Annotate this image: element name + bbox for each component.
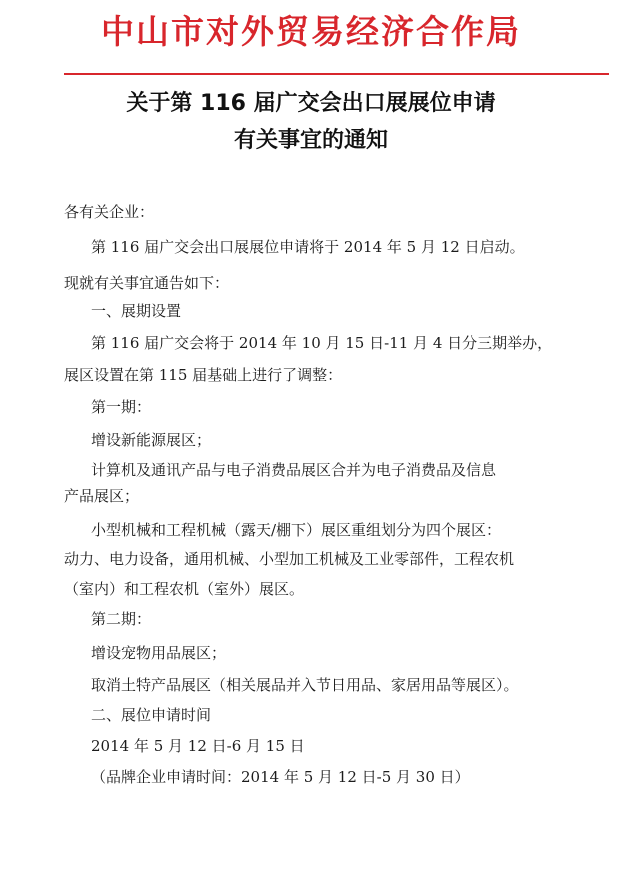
section-1-paragraph-line-2: 展区设置在第 115 届基础上进行了调整： — [64, 366, 343, 384]
intro-paragraph: 第 116 届广交会出口展展位申请将于 2014 年 5 月 12 日启动。 — [91, 238, 525, 256]
phase-2-label: 第二期： — [91, 610, 152, 628]
phase-1-label: 第一期： — [91, 398, 152, 416]
phase-1-item-3-line-1: 小型机械和工程机械（露天/棚下）展区重组划分为四个展区： — [91, 521, 502, 539]
letterhead-title: 中山市对外贸易经济合作局 — [101, 12, 521, 51]
phase-1-item-1: 增设新能源展区； — [91, 431, 212, 449]
phase-1-item-3-line-3: （室内）和工程农机（室外）展区。 — [64, 580, 305, 598]
salutation: 各有关企业： — [64, 203, 155, 221]
notice-title-line-1: 关于第 116 届广交会出口展展位申请 — [126, 91, 496, 116]
letterhead-divider — [64, 73, 609, 75]
intro-continuation: 现就有关事宜通告如下： — [64, 274, 230, 292]
section-1-heading: 一、展期设置 — [91, 302, 182, 320]
section-2-heading: 二、展位申请时间 — [91, 706, 212, 724]
section-2-dates: 2014 年 5 月 12 日-6 月 15 日 — [91, 737, 305, 755]
phase-2-item-2: 取消土特产品展区（相关展品并入节日用品、家居用品等展区）。 — [91, 676, 519, 694]
phase-1-item-3-line-2: 动力、电力设备，通用机械、小型加工机械及工业零部件，工程农机 — [64, 550, 515, 568]
phase-1-item-2-line-2: 产品展区； — [64, 487, 140, 505]
notice-title-line-2: 有关事宜的通知 — [233, 128, 388, 153]
phase-1-item-2-line-1: 计算机及通讯产品与电子消费品展区合并为电子消费品及信息 — [91, 461, 497, 479]
phase-2-item-1: 增设宠物用品展区； — [91, 644, 227, 662]
section-1-paragraph-line-1: 第 116 届广交会将于 2014 年 10 月 15 日-11 月 4 日分三期举办， — [91, 334, 553, 352]
section-2-brand-dates: （品牌企业申请时间：2014 年 5 月 12 日-5 月 30 日） — [91, 768, 470, 786]
